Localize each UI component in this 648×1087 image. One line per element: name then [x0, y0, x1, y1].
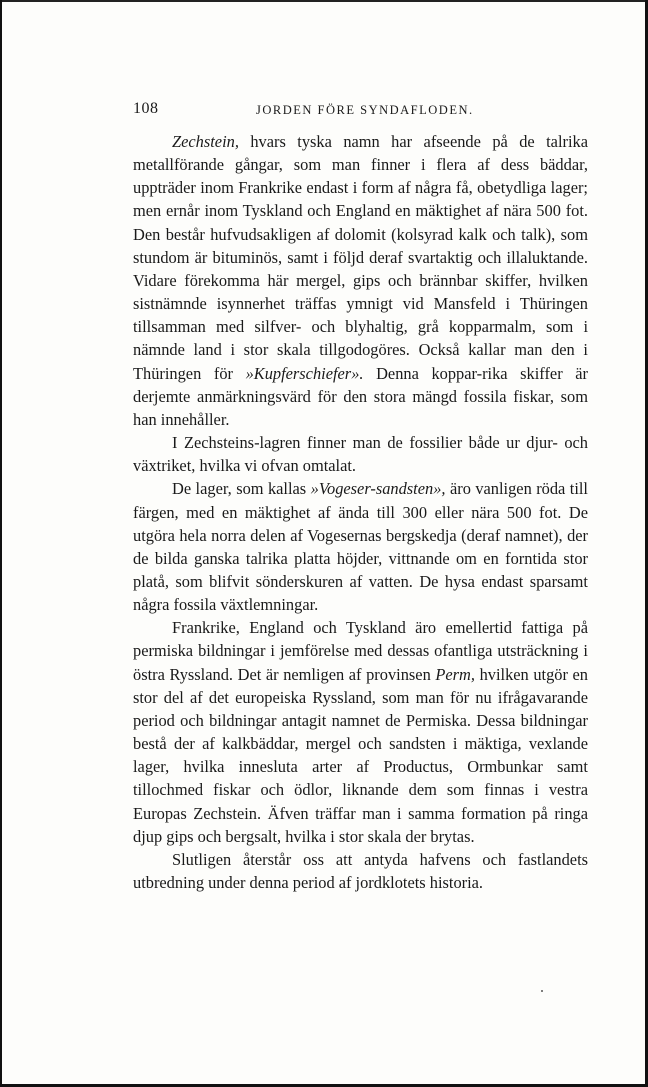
scan-edge-left [0, 0, 2, 1087]
page-number: 108 [133, 100, 159, 117]
paragraph-text: Denna koppar-rika skiffer är derjemte anmärkningsvärd för den stora mängd fossila fiskar, som han innehåller. [133, 363, 588, 429]
paragraph-text: Frankrike, England och Tyskland äro emellertid fattiga på permiska bildningar i jemförelse med dessas ofantliga utsträckning i östra Ryssland. Det är nemligen af provinsen [133, 618, 588, 684]
paragraph-text: De lager, som kallas [172, 479, 311, 499]
paragraph-fossils [133, 431, 588, 477]
paragraph-text: hvars tyska namn har afseende på de talrika metallförande gångar, som man finner i flera af dess bäddar, uppträder inom Frankrike endast i form af några få, obetydliga lager; men ernår inom Tyskland och England en mäktighet af nära 500 fot. Den består hufvudsakligen af dolomit (kolsyrad kalk och talk), som stundom är bituminös, samt i följd deraf svartaktig och illaluktande. Vidare förekomma här mergel, gips och brännbar skiffer, hvilken sistnämnde isynnerhet träffas ymnigt vid Mansfeld i Thüringen tillsamman med silfver- och blyhaltig, grå kopparmalm, som i nämnde land i stor skala tillgodogöres. Också kallar man den i Thüringen för [133, 132, 588, 383]
body-text [133, 130, 588, 894]
term-zechstein: Zechstein, [172, 132, 239, 151]
paragraph-text: hvilken utgör en stor del af det europeiska Ryssland, som man för nu ifrågavarande period och bildningar antagit namnet de Permiska. Dessa bildningar bestå der af kalkbäddar, mergel och sandsten i mäktiga, vexlande lager, hvilka innesluta arter af Productus, Ormbunkar samt tillochmed fiskar och ödlor, liknande dem som finnas i vestra Europas Zechstein. Äfven träffar man i samma formation på ringa djup gips och bergsalt, hvilka i stor skala der brytas. [133, 664, 588, 846]
running-head: JORDEN FÖRE SYNDAFLODEN. [256, 103, 474, 117]
term-kupferschiefer: »Kupferschiefer». [245, 363, 364, 383]
paragraph-closing [133, 848, 588, 894]
paragraph-zechstein [133, 130, 588, 431]
term-perm: Perm, [435, 664, 475, 684]
paragraph-text: äro vanligen röda till färgen, med en mäktighet af ända till 300 eller nära 500 fot. De utgöra hela norra delen af Vogesernas bergskedja (deraf namnet), der de bilda ganska talrika platta höjder, vittnande om en forntida stor platå, som blifvit sönderskuren af vatten. De hysa endast sparsamt några fossila växtlemningar. [133, 479, 588, 615]
scan-edge-top [0, 0, 648, 2]
term-vogeser-sandsten: »Vogeser-sandsten», [310, 479, 446, 499]
paragraph-text: I Zechsteins-lagren finner man de fossilier både ur djur- och växtriket, hvilka vi ofvan omtalat. [133, 433, 588, 476]
paragraph-perm [133, 616, 588, 848]
scan-speck [541, 990, 543, 992]
page-header [133, 100, 588, 120]
paragraph-text: Slutligen återstår oss att antyda hafvens och fastlandets utbredning under denna period af jordklotets historia. [133, 849, 588, 892]
paragraph-vogeser [133, 477, 588, 616]
